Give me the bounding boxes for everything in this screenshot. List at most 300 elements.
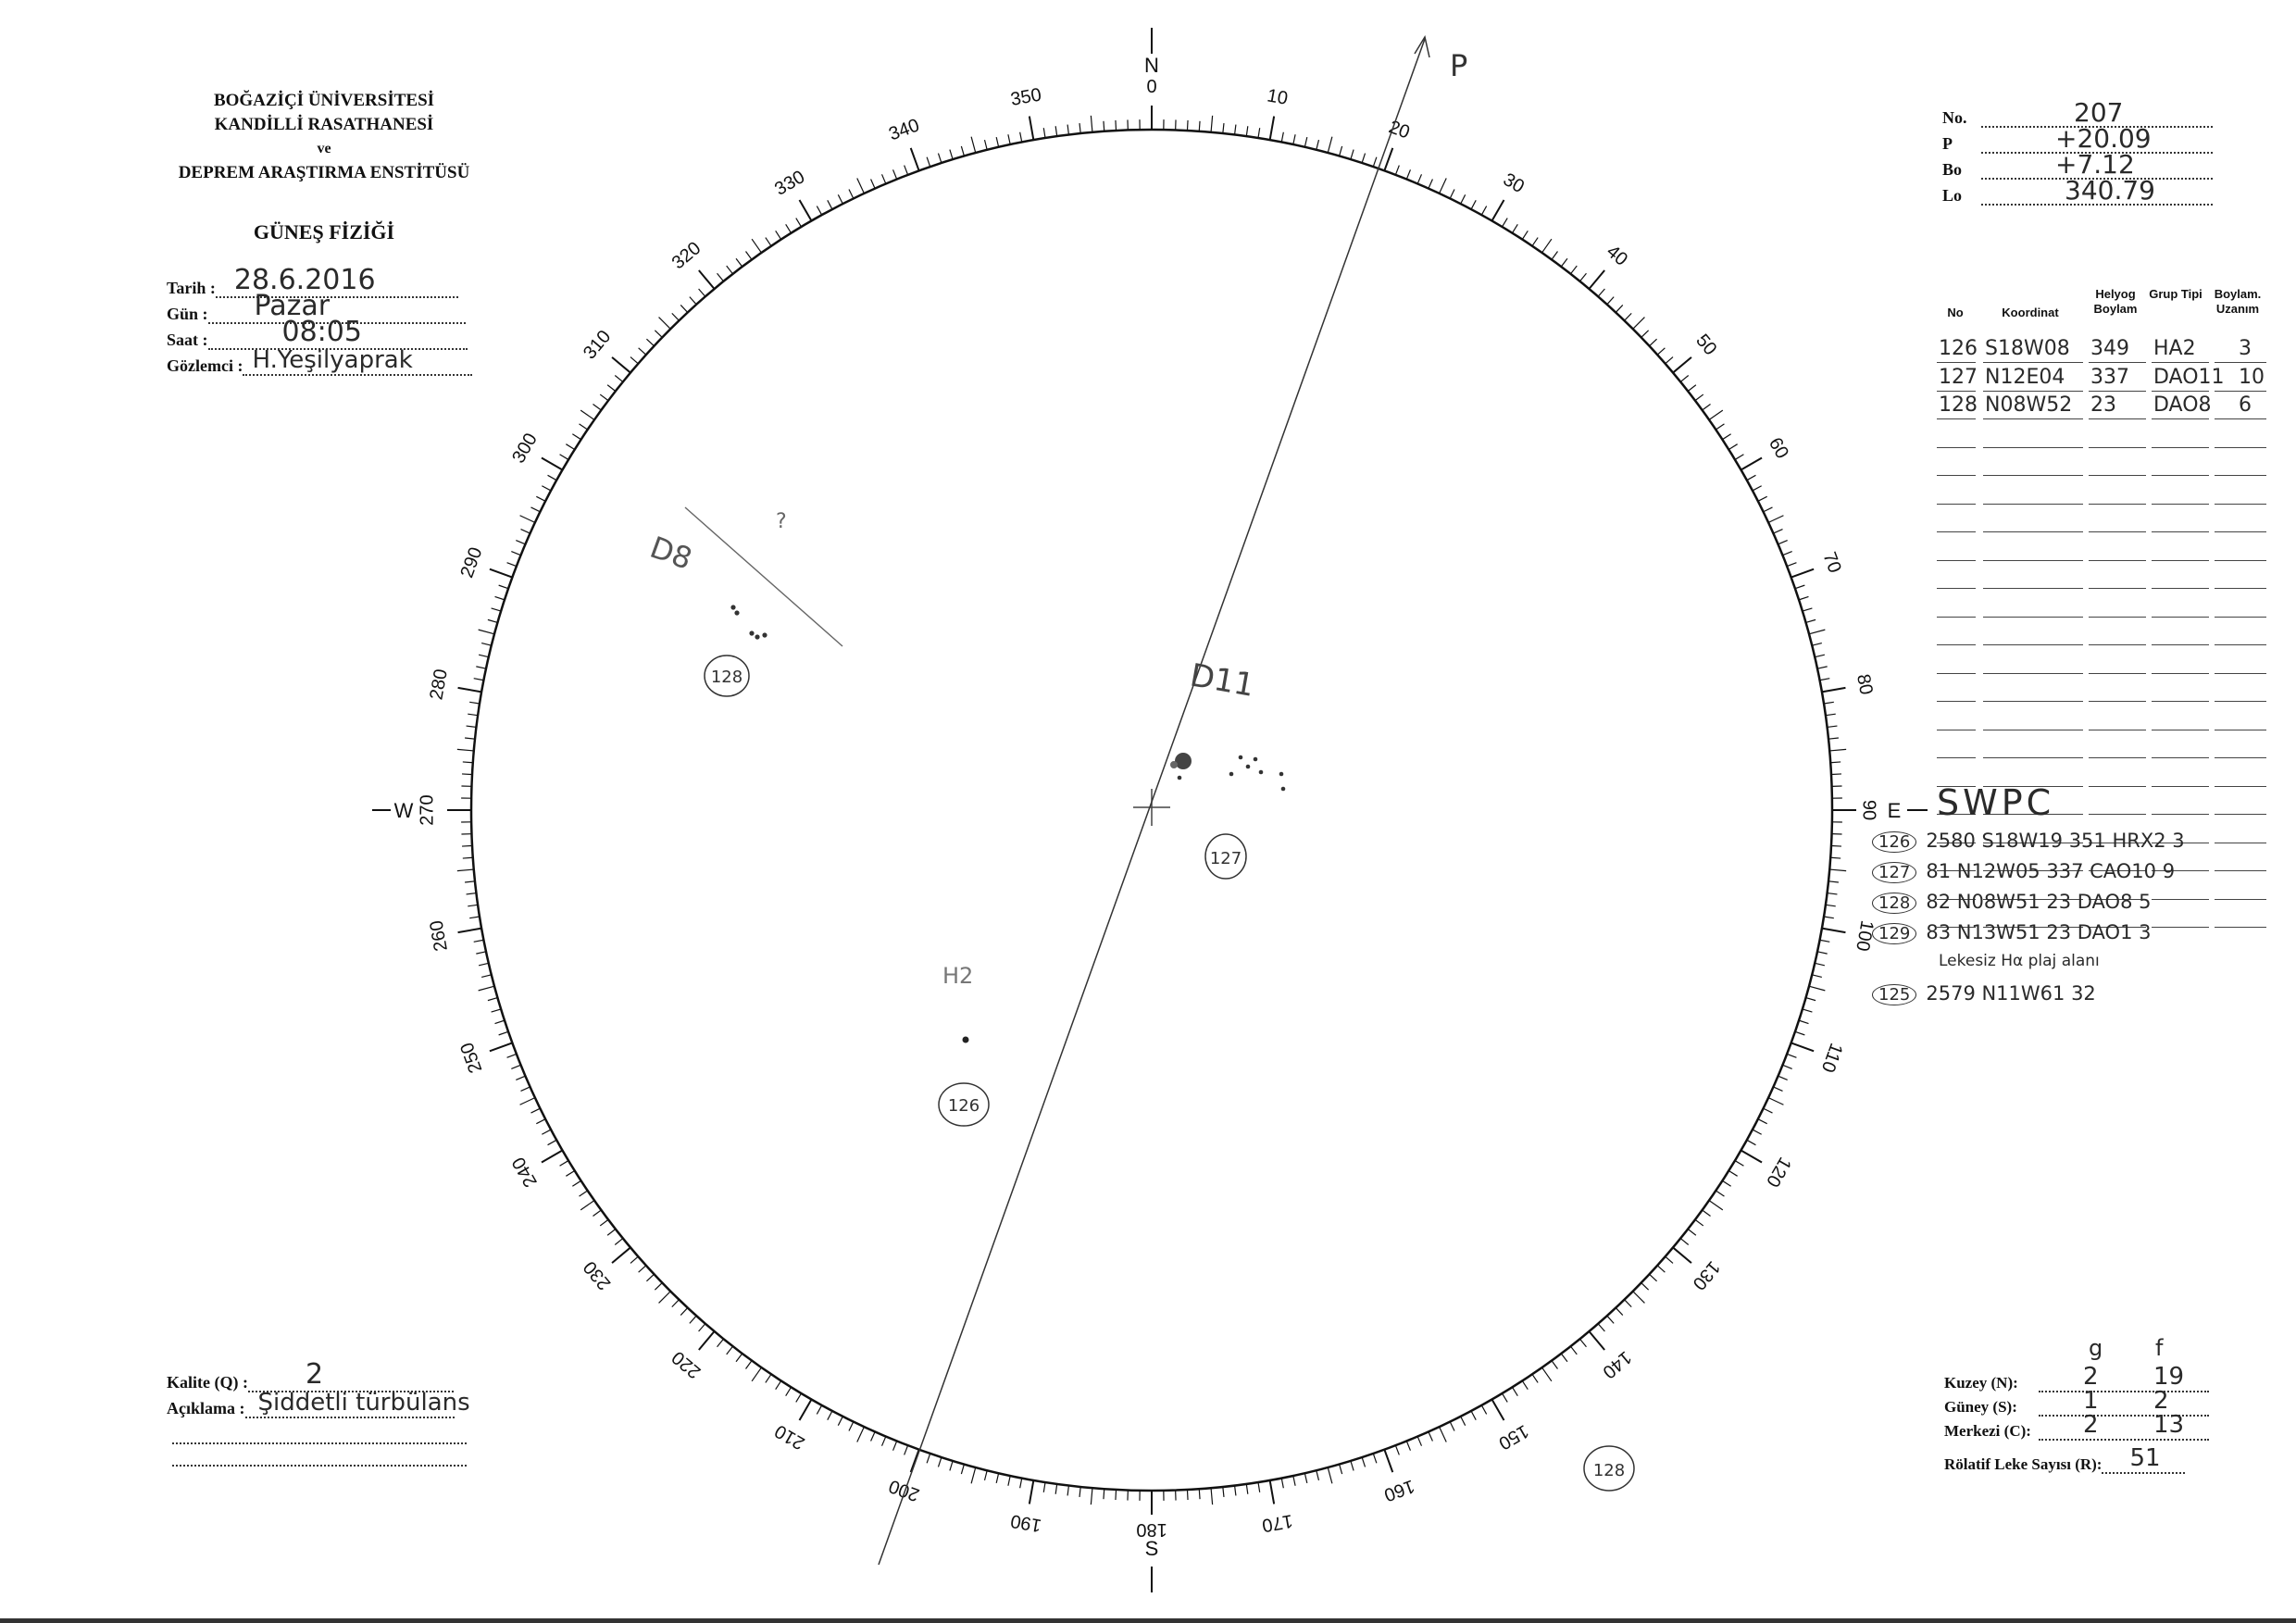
ring-tick (1812, 643, 1822, 646)
ring-label: 300 (508, 430, 542, 468)
table-cell-text: 3 (2239, 337, 2252, 360)
ring-label: 130 (1688, 1256, 1724, 1294)
ring-tick (492, 608, 502, 611)
ring-tick (1429, 1431, 1432, 1441)
param-bo-value: +7.12 (2055, 149, 2135, 180)
ring-tick (1680, 376, 1689, 382)
ring-tick (467, 726, 477, 727)
ring-tick (1758, 1119, 1767, 1124)
ring-tick (1223, 123, 1224, 133)
ring-tick (786, 224, 792, 232)
ring-tick (1316, 1470, 1319, 1480)
group-126-number: 126 (947, 1096, 980, 1116)
ring-tick (516, 1076, 525, 1080)
ring-tick (1223, 1487, 1224, 1497)
ring-tick (1091, 116, 1092, 132)
ring-tick (511, 552, 520, 556)
ring-tick (1246, 126, 1248, 136)
ring-tick (718, 273, 724, 281)
table-cell-text: S18W08 (1985, 337, 2070, 360)
swpc-group-number: 125 (1872, 984, 1916, 1005)
ring-tick (736, 258, 742, 267)
count-label: Kuzey (N): (1944, 1374, 2018, 1392)
ring-tick (566, 444, 574, 450)
ring-tick (462, 774, 472, 775)
ring-tick (462, 845, 472, 846)
swpc-title: SWPC (1937, 782, 2055, 823)
ring-label: 250 (456, 1039, 487, 1076)
swpc-row-text: 2579 N11W61 32 (1926, 982, 2096, 1005)
ring-label: 210 (771, 1420, 809, 1454)
count-g-value: 2 (2083, 1411, 2099, 1439)
ring-tick (1773, 1087, 1782, 1091)
ring-tick (1822, 688, 1846, 693)
ring-tick (639, 1266, 646, 1272)
ring-tick (1831, 774, 1841, 775)
ring-tick (766, 1374, 771, 1382)
ring-tick (1830, 857, 1841, 858)
ring-tick (838, 1417, 842, 1426)
ring-tick (1791, 569, 1814, 578)
ring-tick (1666, 1256, 1673, 1263)
count-row (1944, 1363, 2209, 1392)
ring-tick (838, 194, 842, 204)
sunspot-127-spot (1178, 776, 1182, 780)
date-value: 28.6.2016 (233, 264, 376, 296)
north-letter: N (1144, 54, 1159, 77)
ring-tick (560, 1161, 568, 1167)
ring-tick (971, 137, 976, 153)
comment-label: Açıklama : (167, 1399, 245, 1417)
ring-tick (1512, 1387, 1517, 1395)
ring-label: 160 (1380, 1475, 1417, 1505)
ring-tick (1187, 1490, 1188, 1500)
ring-tick (1728, 444, 1737, 450)
ring-tick (1043, 128, 1045, 138)
ring-tick (1764, 507, 1773, 512)
ring-tick (1747, 475, 1756, 480)
ring-tick (1055, 1484, 1057, 1494)
ring-label: 290 (456, 544, 487, 581)
disk-layer (372, 28, 1928, 1592)
sunspot-127-spot (1281, 787, 1286, 792)
ring-tick (1373, 1454, 1377, 1463)
ring-tick (1735, 1161, 1743, 1167)
ring-tick (1688, 385, 1696, 392)
ring-tick (548, 475, 557, 480)
ring-tick (971, 1467, 976, 1483)
ring-tick (520, 1087, 530, 1091)
sunspot-128-spot (730, 605, 735, 609)
ring-tick (520, 516, 535, 523)
ring-tick (1552, 251, 1557, 259)
ring-tick (1826, 905, 1836, 906)
count-g-value: 2 (2083, 1363, 2099, 1391)
ring-tick (659, 1292, 671, 1304)
ring-tick (828, 1411, 832, 1420)
sunspot-127-spot (1259, 770, 1264, 775)
ring-tick (1703, 405, 1711, 410)
ring-tick (1258, 128, 1260, 138)
ring-tick (1270, 1480, 1275, 1504)
ring-tick (1384, 148, 1392, 170)
ring-tick (796, 218, 802, 227)
ring-tick (1580, 1339, 1587, 1347)
date-label: Tarih : (167, 279, 216, 297)
swpc-row-text: 81 N12W05 337 CAO10 9 (1926, 860, 2176, 882)
ring-tick (580, 410, 594, 419)
ring-tick (1481, 1405, 1486, 1415)
ring-tick (699, 270, 715, 289)
ring-label: 80 (1853, 672, 1877, 697)
ring-tick (1199, 1489, 1200, 1499)
ring-tick (1246, 1484, 1248, 1494)
rotation-axis-line (879, 39, 1425, 1565)
ring-tick (1688, 1230, 1696, 1236)
ring-tick (1633, 1292, 1645, 1304)
south-letter: S (1144, 1537, 1159, 1560)
ring-tick (1351, 1461, 1354, 1471)
swpc-row-text: Lekesiz Hα plaj alanı (1939, 952, 2100, 970)
ring-tick (1709, 410, 1723, 419)
ring-tick (776, 1380, 781, 1389)
group-127-number: 127 (1209, 849, 1242, 868)
ring-tick (882, 1437, 886, 1446)
ring-tick (1607, 297, 1614, 305)
quality-value: 2 (305, 1358, 324, 1391)
ring-tick (1029, 1480, 1034, 1504)
ring-tick (1812, 975, 1822, 978)
ring-tick (1471, 200, 1476, 209)
ring-tick (465, 738, 475, 739)
ring-tick (1362, 1457, 1365, 1467)
ring-tick (536, 1119, 545, 1124)
ring-tick (593, 1210, 601, 1216)
sunspot-128-spot (734, 610, 739, 615)
ring-tick (961, 1465, 964, 1475)
ring-tick (1211, 1488, 1213, 1504)
ring-tick (1235, 125, 1236, 135)
east-90: 90 (1858, 799, 1879, 821)
outer-128-number: 128 (1592, 1461, 1626, 1480)
ring-tick (630, 1256, 638, 1263)
ring-tick (1826, 714, 1836, 716)
ring-tick (849, 1422, 854, 1431)
table-cell-text: 349 (2090, 337, 2129, 360)
ring-tick (1703, 1210, 1711, 1216)
ring-tick (1828, 881, 1839, 882)
ring-tick (481, 643, 492, 646)
ring-tick (463, 762, 473, 763)
relative-count (1944, 1444, 2185, 1474)
ring-tick (468, 905, 478, 906)
ring-tick (516, 541, 525, 544)
ring-tick (580, 1201, 594, 1210)
ring-tick (1429, 179, 1432, 188)
ring-tick (746, 1361, 752, 1369)
ring-tick (600, 394, 608, 401)
quality-label: Kalite (Q) : (167, 1373, 248, 1392)
comment-line (245, 1389, 470, 1418)
south-180: 180 (1136, 1519, 1167, 1540)
table-cell-text: DAO8 (2153, 393, 2212, 417)
ring-tick (1029, 117, 1034, 141)
comment-value: Şiddetli türbülans (257, 1389, 470, 1417)
param-bo-label: Bo (1942, 160, 1963, 179)
group-128-limb-line (685, 507, 842, 646)
ring-tick (458, 929, 482, 933)
ring-tick (996, 1473, 998, 1483)
ring-tick (1417, 1437, 1421, 1446)
east-letter: E (1887, 799, 1902, 822)
ring-label: 50 (1691, 330, 1721, 360)
table-cell-text: DAO11 (2153, 365, 2225, 389)
ring-tick (1831, 845, 1841, 846)
ring-tick (736, 1354, 742, 1362)
ring-tick (1819, 679, 1829, 680)
ring-tick (1373, 157, 1377, 167)
sunspot-126-spot (963, 1037, 969, 1043)
sunspot-127-spot (1229, 772, 1234, 777)
ring-tick (520, 530, 530, 533)
ring-tick (615, 1239, 623, 1245)
count-line (2039, 1411, 2209, 1441)
ring-tick (1666, 357, 1673, 364)
g-header: g (2089, 1335, 2103, 1361)
ring-tick (690, 1316, 696, 1323)
ring-tick (1512, 224, 1517, 232)
ring-tick (927, 1454, 930, 1463)
table-cell-text: 337 (2090, 365, 2129, 389)
ring-tick (1782, 1065, 1791, 1068)
sunspot-128-spot (749, 630, 754, 635)
ring-tick (1008, 1476, 1010, 1486)
ring-tick (1450, 1422, 1454, 1431)
ring-tick (776, 231, 781, 239)
ring-tick (469, 917, 480, 918)
ring-tick (1561, 1354, 1567, 1362)
ring-tick (1281, 132, 1283, 143)
ring-tick (1187, 120, 1188, 131)
time-value: 08:05 (281, 316, 362, 348)
ring-tick (1598, 1324, 1604, 1331)
ring-tick (1716, 1191, 1724, 1196)
sunspot-127-main (1175, 753, 1192, 769)
ring-tick (1067, 125, 1068, 135)
ring-tick (1815, 655, 1825, 656)
ring-tick (560, 455, 568, 460)
ring-tick (1830, 762, 1841, 763)
ring-tick (1641, 1283, 1649, 1291)
ring-tick (1580, 273, 1587, 281)
swpc-row-text: 83 N13W51 23 DAO1 3 (1926, 921, 2152, 943)
ring-tick (458, 688, 482, 693)
ring-tick (905, 1445, 908, 1454)
ring-tick (1822, 929, 1846, 933)
table-cell-text: N08W52 (1985, 393, 2073, 417)
ring-tick (492, 1009, 502, 1012)
ring-tick (1782, 552, 1791, 556)
ring-tick (1768, 1098, 1783, 1105)
ring-tick (479, 630, 494, 634)
ring-tick (1561, 258, 1567, 267)
swpc-row-text: 82 N08W51 23 DAO8 5 (1926, 891, 2152, 913)
ring-tick (699, 1324, 705, 1331)
param-lo-value: 340.79 (2065, 175, 2155, 206)
th-no: No (1947, 306, 1964, 319)
ring-tick (1809, 630, 1825, 634)
ring-tick (1607, 1316, 1614, 1323)
ring-tick (1270, 117, 1275, 141)
ring-tick (1384, 1450, 1392, 1472)
ring-tick (1735, 455, 1743, 460)
ring-tick (882, 174, 886, 183)
ring-tick (857, 1427, 865, 1442)
ring-tick (680, 305, 688, 312)
ring-label: 190 (1008, 1510, 1043, 1536)
ring-tick (1817, 952, 1828, 954)
ring-label: 350 (1008, 84, 1043, 110)
count-f-value: 2 (2153, 1387, 2169, 1415)
institution-line-4: DEPREM ARAŞTIRMA ENSTİTÜSÜ (178, 163, 470, 182)
ring-tick (1293, 134, 1295, 144)
blank-line-1 (172, 1441, 467, 1444)
ring-tick (1532, 1374, 1538, 1382)
ring-tick (612, 1247, 630, 1263)
sunspot-128-spot (755, 634, 759, 639)
ring-tick (1079, 1487, 1080, 1497)
ring-tick (1819, 940, 1829, 942)
ring-tick (1235, 1486, 1236, 1496)
ring-tick (1616, 1308, 1623, 1316)
group-128-number: 128 (710, 668, 743, 687)
ring-label: 320 (668, 238, 705, 274)
ring-tick (1625, 313, 1632, 320)
ring-tick (1673, 1247, 1691, 1263)
param-p-label: P (1942, 134, 1953, 153)
table-cell-text: 128 (1939, 393, 1978, 417)
ring-tick (1258, 1482, 1260, 1492)
ring-tick (1362, 154, 1365, 163)
ring-label: 60 (1764, 434, 1793, 463)
ring-tick (572, 434, 580, 440)
param-no-label: No. (1942, 108, 1967, 127)
ring-tick (490, 569, 512, 578)
observer-label: Gözlemci : (167, 356, 243, 375)
bottom-border (0, 1618, 2296, 1623)
ring-tick (786, 1387, 792, 1395)
ring-tick (530, 1108, 540, 1113)
ring-tick (479, 963, 489, 965)
day-label: Gün : (167, 305, 208, 323)
ring-tick (630, 357, 638, 364)
ring-tick (1199, 121, 1200, 131)
ring-tick (871, 179, 875, 188)
ring-tick (1747, 1140, 1756, 1144)
ring-tick (746, 251, 752, 259)
ring-tick (927, 157, 930, 167)
ring-tick (985, 140, 988, 150)
swpc-group-number: 129 (1872, 923, 1916, 944)
ring-tick (1304, 137, 1306, 147)
ring-tick (1741, 1151, 1763, 1163)
ring-tick (615, 376, 623, 382)
ring-tick (672, 1300, 680, 1307)
ring-tick (1008, 134, 1010, 144)
institution-line-1: BOĞAZİÇİ ÜNİVERSİTESİ (213, 91, 435, 110)
sunspot-128-spot (762, 632, 767, 637)
param-no-value: 207 (2074, 97, 2124, 128)
ring-tick (1753, 486, 1762, 491)
ring-tick (520, 1098, 535, 1105)
ring-tick (996, 137, 998, 147)
ring-tick (580, 1191, 588, 1196)
ring-tick (1787, 563, 1796, 567)
ring-tick (849, 189, 854, 198)
ring-tick (1722, 1180, 1730, 1186)
ring-tick (1641, 331, 1649, 338)
ring-tick (1417, 174, 1421, 183)
ring-tick (699, 289, 705, 296)
th-coord: Koordinat (2002, 306, 2059, 319)
ring-tick (1650, 339, 1657, 346)
department-title: GÜNEŞ FİZİĞİ (253, 220, 395, 243)
swpc-group-number: 128 (1872, 893, 1916, 914)
ring-tick (1055, 126, 1057, 136)
ring-tick (572, 1180, 580, 1186)
relative-count-line (2102, 1444, 2185, 1474)
ring-tick (1778, 1076, 1788, 1080)
ring-tick (1116, 120, 1117, 131)
ring-tick (690, 297, 696, 305)
ring-tick (476, 952, 486, 954)
sunspot-127-spot (1246, 765, 1251, 769)
table-cell-text: 23 (2090, 393, 2116, 417)
blank-line-2 (172, 1463, 467, 1467)
ring-tick (1067, 1486, 1068, 1496)
ring-tick (1440, 179, 1447, 194)
sunspot-127-spot (1254, 757, 1258, 762)
ring-tick (1532, 238, 1538, 246)
ring-label: 330 (771, 167, 809, 200)
ring-label: 30 (1499, 169, 1528, 198)
count-row (1944, 1411, 2209, 1441)
ring-label: 230 (580, 1256, 616, 1294)
ring-tick (1542, 239, 1552, 253)
swpc-group-number: 127 (1872, 862, 1916, 883)
ring-tick (607, 385, 616, 392)
ring-tick (1492, 200, 1504, 221)
west-letter: W (393, 799, 414, 822)
ring-tick (727, 1346, 733, 1355)
institution-line-2: KANDİLLİ RASATHANESİ (214, 115, 434, 134)
ring-tick (1552, 1361, 1557, 1369)
ring-tick (1481, 206, 1486, 216)
table-cell-text: HA2 (2153, 337, 2196, 360)
ring-label: 100 (1852, 918, 1878, 954)
ring-tick (495, 1020, 505, 1023)
th-extent: Boylam. Uzanım (2214, 287, 2262, 316)
ring-tick (1828, 726, 1838, 727)
count-g-value: 1 (2083, 1387, 2099, 1415)
ring-tick (1791, 1042, 1814, 1051)
ring-tick (985, 1470, 988, 1480)
ring-tick (1803, 1009, 1813, 1012)
ring-tick (1406, 1441, 1410, 1450)
ring-tick (1589, 1331, 1604, 1350)
ring-label: 260 (426, 918, 452, 954)
ring-label: 220 (668, 1346, 705, 1382)
